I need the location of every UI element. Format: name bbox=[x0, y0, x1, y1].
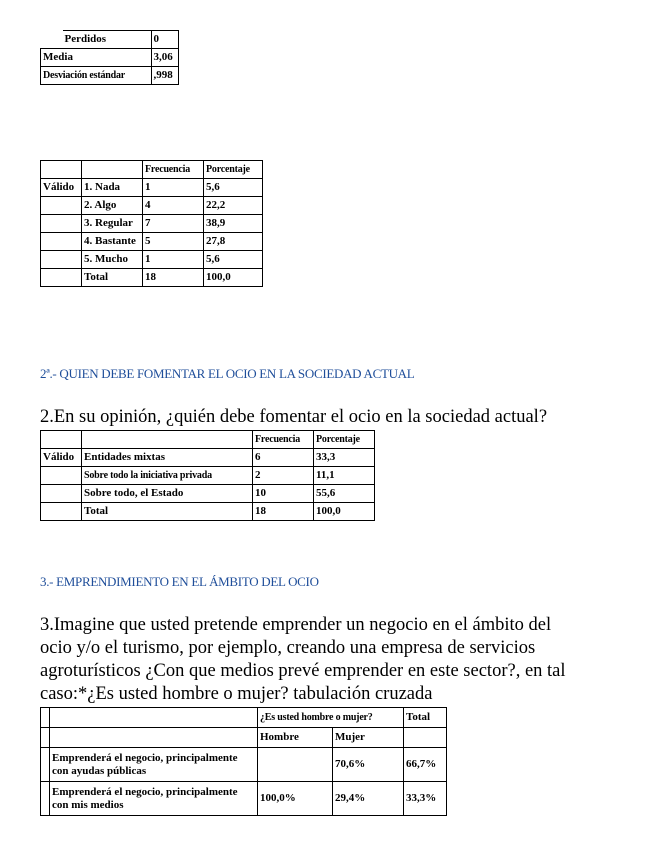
header-mujer: Mujer bbox=[333, 728, 404, 748]
pct-cell: 5,6 bbox=[204, 179, 263, 197]
table-row bbox=[41, 503, 375, 521]
question-line: 3.Imagine que usted pretende emprender un negocio en el ámbito del bbox=[40, 615, 552, 635]
row-label: Total bbox=[82, 503, 253, 521]
row-value: 0 bbox=[151, 31, 178, 49]
question-line: caso:*¿Es usted hombre o mujer? tabulación cruzada bbox=[40, 684, 433, 704]
pct-cell: 100,0 bbox=[314, 503, 375, 521]
question-line: ocio y/o el turismo, por ejemplo, creando una empresa de servicios bbox=[40, 638, 536, 658]
group-header: ¿Es usted hombre o mujer? bbox=[258, 708, 404, 728]
section-2-heading: 2ª.- QUIEN DEBE FOMENTAR EL OCIO EN LA SOCIEDAD ACTUAL bbox=[40, 366, 415, 381]
row-label: Emprenderá el negocio, principalmente con mis medios bbox=[50, 782, 258, 816]
group-label: Válido bbox=[41, 179, 82, 197]
freq-cell: 18 bbox=[253, 503, 314, 521]
table-subheader-row bbox=[41, 728, 447, 748]
row-label: Perdidos bbox=[63, 31, 152, 49]
crosstab-table bbox=[40, 707, 447, 816]
header-frecuencia: Frecuencia bbox=[253, 431, 314, 449]
row-label: Desviación estándar bbox=[41, 67, 152, 85]
pct-cell: 27,8 bbox=[204, 233, 263, 251]
section-2-question: 2.En su opinión, ¿quién debe fomentar el ocio en la sociedad actual? bbox=[40, 407, 548, 427]
frequency-table-1 bbox=[40, 160, 263, 287]
row-value: 3,06 bbox=[151, 49, 178, 67]
row-label: 5. Mucho bbox=[82, 251, 143, 269]
row-label: Sobre todo, el Estado bbox=[82, 485, 253, 503]
total-header: Total bbox=[404, 708, 447, 728]
row-label: Total bbox=[82, 269, 143, 287]
table-row bbox=[41, 251, 263, 269]
table-row bbox=[41, 748, 447, 782]
hombre-cell bbox=[258, 748, 333, 782]
mujer-cell: 29,4% bbox=[333, 782, 404, 816]
table-row bbox=[41, 179, 263, 197]
statistics-table bbox=[40, 30, 179, 85]
section-3-question bbox=[40, 614, 566, 706]
table-row bbox=[41, 31, 179, 49]
freq-cell: 6 bbox=[253, 449, 314, 467]
freq-cell: 18 bbox=[143, 269, 204, 287]
question-line: agroturísticos ¿Con que medios prevé emprender en este sector?, en tal bbox=[40, 661, 566, 681]
freq-cell: 7 bbox=[143, 215, 204, 233]
table-row bbox=[41, 269, 263, 287]
total-cell: 66,7% bbox=[404, 748, 447, 782]
freq-cell: 1 bbox=[143, 251, 204, 269]
pct-cell: 38,9 bbox=[204, 215, 263, 233]
group-label: Válido bbox=[41, 449, 82, 467]
table-row bbox=[41, 215, 263, 233]
section-3-heading: 3.- EMPRENDIMIENTO EN EL ÁMBITO DEL OCIO bbox=[40, 574, 319, 589]
pct-cell: 22,2 bbox=[204, 197, 263, 215]
freq-cell: 10 bbox=[253, 485, 314, 503]
table-row bbox=[41, 467, 375, 485]
row-label: Media bbox=[41, 49, 152, 67]
pct-cell: 55,6 bbox=[314, 485, 375, 503]
header-porcentaje: Porcentaje bbox=[204, 161, 263, 179]
freq-cell: 5 bbox=[143, 233, 204, 251]
table-row bbox=[41, 782, 447, 816]
row-label: 2. Algo bbox=[82, 197, 143, 215]
header-hombre: Hombre bbox=[258, 728, 333, 748]
row-label: Entidades mixtas bbox=[82, 449, 253, 467]
row-label: 4. Bastante bbox=[82, 233, 143, 251]
header-frecuencia: Frecuencia bbox=[143, 161, 204, 179]
row-label: 3. Regular bbox=[82, 215, 143, 233]
table-row bbox=[41, 197, 263, 215]
table-row bbox=[41, 485, 375, 503]
table-header-row bbox=[41, 708, 447, 728]
pct-cell: 5,6 bbox=[204, 251, 263, 269]
pct-cell: 100,0 bbox=[204, 269, 263, 287]
frequency-table-2 bbox=[40, 430, 375, 521]
table-row bbox=[41, 67, 179, 85]
row-label: Sobre todo la iniciativa privada bbox=[82, 467, 253, 485]
pct-cell: 11,1 bbox=[314, 467, 375, 485]
freq-cell: 1 bbox=[143, 179, 204, 197]
row-label: 1. Nada bbox=[82, 179, 143, 197]
freq-cell: 4 bbox=[143, 197, 204, 215]
hombre-cell: 100,0% bbox=[258, 782, 333, 816]
table-header-row bbox=[41, 161, 263, 179]
mujer-cell: 70,6% bbox=[333, 748, 404, 782]
table-row bbox=[41, 233, 263, 251]
table-row bbox=[41, 49, 179, 67]
row-label: Emprenderá el negocio, principalmente con ayudas públicas bbox=[50, 748, 258, 782]
total-cell: 33,3% bbox=[404, 782, 447, 816]
table-row bbox=[41, 449, 375, 467]
pct-cell: 33,3 bbox=[314, 449, 375, 467]
row-value: ,998 bbox=[151, 67, 178, 85]
freq-cell: 2 bbox=[253, 467, 314, 485]
header-porcentaje: Porcentaje bbox=[314, 431, 375, 449]
table-header-row bbox=[41, 431, 375, 449]
